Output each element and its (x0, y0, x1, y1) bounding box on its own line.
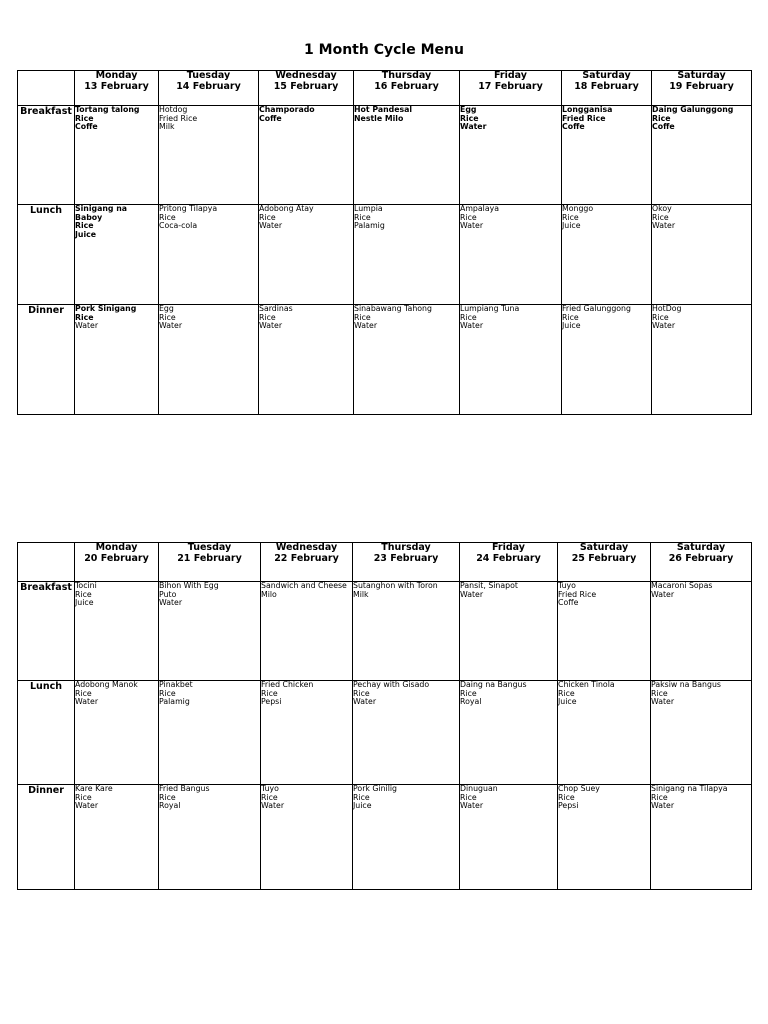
lunch-cell (75, 205, 159, 305)
day-name: Friday (494, 70, 527, 81)
menu-item: Chicken Tinola (558, 681, 615, 689)
dinner-cell (261, 785, 353, 890)
day-date: 13 February (84, 80, 149, 92)
day-date: 23 February (373, 552, 439, 564)
menu-item: Rice (460, 689, 477, 698)
menu-item: Dinuguan (460, 785, 498, 793)
breakfast-cell (75, 582, 159, 681)
menu-item: Adobong Atay (259, 205, 314, 213)
menu-item: Tocini (75, 582, 97, 590)
menu-item: Nestle Milo (354, 114, 404, 123)
header-row (18, 543, 752, 582)
menu-item: Rice (159, 213, 176, 222)
dinner-cell (354, 305, 460, 415)
dinner-cell (558, 785, 651, 890)
breakfast-cell (651, 582, 752, 681)
menu-item: Pork Ginilig (353, 785, 397, 793)
day-header (75, 543, 159, 582)
day-name: Monday (95, 70, 138, 81)
menu-item: Rice (460, 313, 477, 322)
day-name: Tuesday (187, 542, 232, 553)
dinner-cell (75, 305, 159, 415)
menu-item: Milo (261, 590, 277, 599)
menu-item: Water (652, 322, 676, 331)
day-date: 16 February (374, 80, 439, 92)
dinner-cell (460, 785, 558, 890)
menu-item: Coca-cola (159, 222, 198, 231)
menu-item: Palamig (354, 222, 385, 231)
menu-item: Baboy (75, 213, 103, 222)
menu-item: Rice (259, 313, 276, 322)
breakfast-cell (562, 106, 652, 205)
menu-item: Coffe (562, 123, 585, 132)
menu-item: Juice (353, 802, 372, 811)
menu-item: Rice (75, 793, 92, 802)
day-date: 19 February (669, 80, 734, 92)
menu-item: Rice (652, 213, 669, 222)
day-header (159, 543, 261, 582)
menu-item: Juice (562, 322, 581, 331)
day-header (558, 543, 651, 582)
menu-item: Rice (651, 689, 668, 698)
menu-item: Water (259, 222, 283, 231)
breakfast-cell (460, 106, 562, 205)
menu-item: Palamig (159, 698, 190, 707)
dinner-cell (460, 305, 562, 415)
menu-item: Pritong Tilapya (159, 205, 218, 213)
dinner-cell (159, 785, 261, 890)
lunch-cell (261, 681, 353, 785)
menu-item: Sinabawang Tahong (354, 305, 432, 313)
day-name: Saturday (582, 70, 631, 81)
menu-item: Rice (354, 213, 371, 222)
dinner-cell (353, 785, 460, 890)
day-header (353, 543, 460, 582)
menu-item: Water (460, 590, 484, 599)
menu-item: Rice (562, 313, 579, 322)
breakfast-cell (261, 582, 353, 681)
breakfast-row (18, 106, 752, 205)
menu-item: Rice (651, 793, 668, 802)
menu-item: Rice (353, 689, 370, 698)
menu-item: Tuyo (558, 582, 576, 590)
day-header (159, 71, 259, 106)
day-header (562, 71, 652, 106)
menu-item: Fried Rice (159, 114, 198, 123)
menu-item: Rice (75, 222, 94, 231)
menu-item: Water (460, 222, 484, 231)
menu-item: Juice (75, 230, 97, 239)
lunch-cell (558, 681, 651, 785)
day-header (652, 71, 752, 106)
meal-label-dinner: Dinner (18, 785, 75, 890)
lunch-cell (354, 205, 460, 305)
menu-item: Royal (460, 698, 482, 707)
day-date: 24 February (476, 552, 541, 564)
menu-item: Water (159, 322, 183, 331)
lunch-cell (259, 205, 354, 305)
menu-item: Water (651, 698, 675, 707)
menu-item: Pechay with Gisado (353, 681, 430, 689)
menu-item: Hotdog (159, 106, 188, 114)
day-date: 18 February (574, 80, 639, 92)
menu-item: Fried Galunggong (562, 305, 631, 313)
lunch-cell (651, 681, 752, 785)
day-header (460, 71, 562, 106)
menu-item: Pepsi (558, 802, 579, 811)
day-date: 21 February (177, 552, 242, 564)
menu-item: Macaroni Sopas (651, 582, 713, 590)
dinner-cell (75, 785, 159, 890)
menu-item: Water (652, 222, 676, 231)
breakfast-cell (75, 106, 159, 205)
menu-table-week-1 (17, 70, 752, 415)
lunch-cell (562, 205, 652, 305)
lunch-cell (75, 681, 159, 785)
menu-item: Water (75, 802, 99, 811)
menu-item: Water (159, 599, 183, 608)
menu-item: Pork Sinigang (75, 305, 137, 313)
breakfast-row (18, 582, 752, 681)
day-date: 25 February (571, 552, 637, 564)
breakfast-cell (558, 582, 651, 681)
menu-item: Rice (159, 793, 176, 802)
menu-item: Rice (652, 114, 671, 123)
lunch-cell (652, 205, 752, 305)
day-header (75, 71, 159, 106)
menu-item: Rice (159, 689, 176, 698)
menu-item: Coffe (652, 123, 675, 132)
menu-item: Tuyo (261, 785, 279, 793)
dinner-row (18, 305, 752, 415)
menu-item: Coffe (558, 599, 579, 608)
menu-item: Rice (354, 313, 371, 322)
lunch-cell (460, 681, 558, 785)
corner-cell (18, 543, 75, 582)
menu-item: Water (261, 802, 285, 811)
day-date: 14 February (176, 80, 241, 92)
menu-item: Monggo (562, 205, 594, 213)
menu-item: Rice (353, 793, 370, 802)
breakfast-cell (259, 106, 354, 205)
corner-cell (18, 71, 75, 106)
menu-item: Bihon With Egg (159, 582, 219, 590)
menu-item: Juice (562, 222, 581, 231)
lunch-row (18, 205, 752, 305)
day-name: Wednesday (275, 542, 338, 553)
dinner-cell (652, 305, 752, 415)
day-date: 22 February (274, 552, 339, 564)
breakfast-cell (652, 106, 752, 205)
menu-item: Coffe (259, 114, 282, 123)
menu-item: Water (259, 322, 283, 331)
menu-item: Rice (75, 590, 92, 599)
menu-item: Hot Pandesal (354, 106, 413, 114)
menu-item: Milk (353, 590, 369, 599)
day-name: Tuesday (186, 70, 231, 81)
menu-item: Sardinas (259, 305, 293, 313)
menu-item: Sinigang na (75, 205, 128, 213)
day-header (259, 71, 354, 106)
menu-item: Water (651, 802, 675, 811)
breakfast-cell (460, 582, 558, 681)
day-header (651, 543, 752, 582)
day-date: 17 February (478, 80, 543, 92)
dinner-cell (159, 305, 259, 415)
menu-item: Juice (75, 599, 94, 608)
menu-item: Ampalaya (460, 205, 499, 213)
menu-item: Water (460, 123, 487, 132)
menu-item: Rice (261, 793, 278, 802)
menu-item: Egg (460, 106, 477, 114)
menu-item: Lumpiang Tuna (460, 305, 520, 313)
menu-item: Fried Rice (562, 114, 606, 123)
menu-item: Water (75, 322, 99, 331)
menu-item: Fried Bangus (159, 785, 210, 793)
menu-item: Champorado (259, 106, 315, 114)
menu-item: Longganisa (562, 106, 613, 114)
menu-item: Rice (261, 689, 278, 698)
menu-item: Rice (75, 114, 94, 123)
menu-item: Rice (460, 793, 477, 802)
meal-label-lunch: Lunch (18, 681, 75, 785)
menu-item: Fried Rice (558, 590, 597, 599)
lunch-row (18, 681, 752, 785)
menu-item: Milk (159, 123, 175, 132)
day-name: Saturday (677, 70, 726, 81)
page-title: 1 Month Cycle Menu (304, 42, 464, 58)
meal-label-breakfast: Breakfast (18, 582, 75, 681)
lunch-cell (159, 205, 259, 305)
menu-item: Juice (558, 698, 577, 707)
meal-label-lunch: Lunch (18, 205, 75, 305)
day-date: 15 February (273, 80, 339, 92)
day-name: Monday (95, 542, 138, 553)
menu-table-week-2 (17, 542, 752, 890)
menu-item: Pinakbet (159, 681, 193, 689)
dinner-cell (651, 785, 752, 890)
menu-item: Royal (159, 802, 181, 811)
menu-item: Rice (460, 114, 479, 123)
day-name: Saturday (676, 542, 726, 553)
menu-item: Water (354, 322, 378, 331)
menu-item: Water (651, 590, 675, 599)
header-row (18, 71, 752, 106)
menu-item: Rice (75, 689, 92, 698)
menu-item: Fried Chicken (261, 681, 314, 689)
menu-item: Rice (460, 213, 477, 222)
dinner-cell (259, 305, 354, 415)
menu-item: Rice (652, 313, 669, 322)
meal-label-breakfast: Breakfast (18, 106, 75, 205)
menu-item: Daing Galunggong (652, 106, 734, 114)
menu-item: Egg (159, 305, 174, 313)
menu-item: Okoy (652, 205, 672, 213)
day-header (460, 543, 558, 582)
menu-item: Coffe (75, 123, 98, 132)
menu-item: Sandwich and Cheese (261, 582, 347, 590)
menu-item: Tortang talong (75, 106, 140, 114)
menu-item: Water (75, 698, 99, 707)
menu-item: Rice (558, 793, 575, 802)
day-date: 20 February (84, 552, 149, 564)
lunch-cell (159, 681, 261, 785)
breakfast-cell (353, 582, 460, 681)
menu-item: Sutanghon with Toron (353, 582, 438, 590)
dinner-cell (562, 305, 652, 415)
menu-item: HotDog (652, 305, 682, 313)
day-date: 26 February (668, 552, 734, 564)
day-name: Friday (492, 542, 525, 553)
menu-item: Paksiw na Bangus (651, 681, 721, 689)
menu-item: Kare Kare (75, 785, 113, 793)
menu-item: Pepsi (261, 698, 282, 707)
menu-item: Water (353, 698, 377, 707)
day-name: Thursday (381, 70, 432, 81)
menu-item: Water (460, 802, 484, 811)
lunch-cell (460, 205, 562, 305)
menu-item: Rice (159, 313, 176, 322)
menu-item: Sinigang na Tilapya (651, 785, 728, 793)
breakfast-cell (159, 106, 259, 205)
menu-item: Pansit, Sinapot (460, 582, 518, 590)
menu-item: Puto (159, 590, 177, 599)
day-name: Thursday (381, 542, 431, 553)
day-header (261, 543, 353, 582)
day-name: Wednesday (275, 70, 337, 81)
meal-label-dinner: Dinner (18, 305, 75, 415)
dinner-row (18, 785, 752, 890)
day-header (354, 71, 460, 106)
day-name: Saturday (579, 542, 629, 553)
menu-item: Rice (558, 689, 575, 698)
menu-item: Chop Suey (558, 785, 600, 793)
menu-item: Lumpia (354, 205, 383, 213)
menu-item: Rice (75, 313, 94, 322)
menu-item: Rice (259, 213, 276, 222)
lunch-cell (353, 681, 460, 785)
menu-item: Water (460, 322, 484, 331)
breakfast-cell (159, 582, 261, 681)
menu-item: Adobong Manok (75, 681, 138, 689)
menu-item: Rice (562, 213, 579, 222)
breakfast-cell (354, 106, 460, 205)
menu-item: Daing na Bangus (460, 681, 527, 689)
